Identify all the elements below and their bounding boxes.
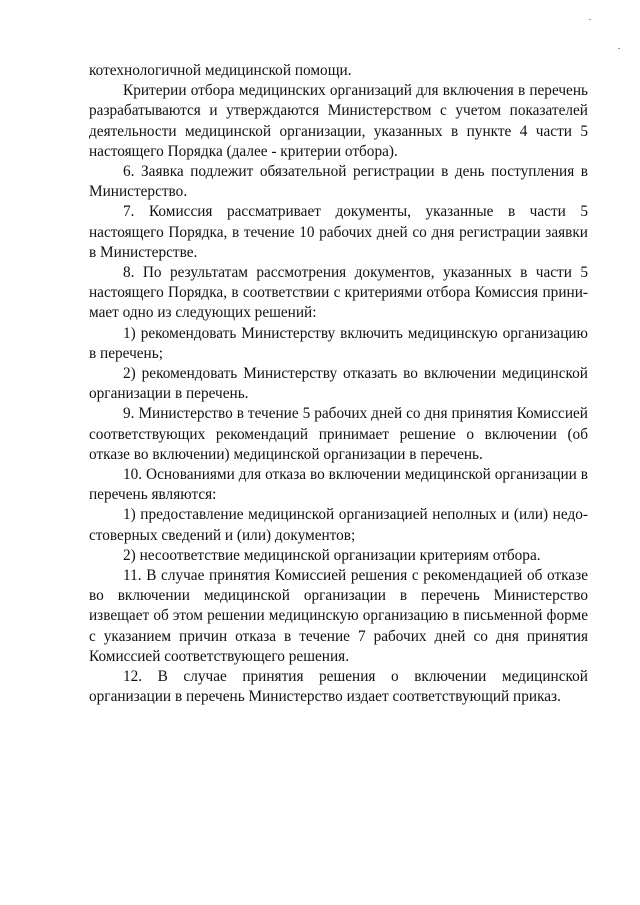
paragraph-item-7: 7. Комиссия рассматривает документы, указанные в части 5 настоящего Порядка, в течение 10 рабочих дней со дня регистрации заявки в Министерстве. — [89, 203, 588, 261]
paragraph-selection-criteria: Критерии отбора медицинских организаций для включения в перечень разрабатываются и утверждаются Министерством с учетом показателей деятельности медицинской организации, указанных в пункте 4 части 5 настоящего Порядка (далее - критерии отбора). — [89, 82, 588, 160]
paragraph-item-8-sub-1: 1) рекомендовать Министерству включить медицинскую организацию в перечень; — [89, 324, 588, 362]
paragraph-item-8: 8. По результатам рассмотрения документов, указанных в части 5 настоящего Порядка, в соответствии с критериями отбора Комиссия принимает одно из следующих решений: — [89, 264, 588, 322]
paragraph-continuation: котехнологичной медицинской помощи. — [89, 62, 352, 79]
paragraph-item-11: 11. В случае принятия Комиссией решения с рекомендацией об отказе во включении медицинской организации в перечень Министерство извещает об этом решении медицинскую организацию в письменной форме с указанием причин отказа в течение 7 рабочих дней со дня принятия Комиссией соответствующего решения. — [89, 567, 588, 665]
paragraph-item-10-sub-1: 1) предоставление медицинской организацией неполных и (или) недостоверных сведений и (или) документов; — [89, 506, 588, 544]
paragraph-item-9: 9. Министерство в течение 5 рабочих дней со дня принятия Комиссией соответствующих рекомендаций принимает решение о включении (об отказе во включении) медицинской организации в перечень. — [89, 405, 588, 463]
scan-speck — [618, 48, 620, 49]
paragraph-item-8-sub-2: 2) рекомендовать Министерству отказать во включении медицинской организации в перечень. — [89, 365, 588, 403]
paragraph-item-10: 10. Основаниями для отказа во включении медицинской организации в перечень являются: — [89, 466, 588, 504]
paragraph-item-12: 12. В случае принятия решения о включении медицинской организации в перечень Министерство издает соответствующий приказ. — [89, 668, 588, 706]
scan-speck — [589, 19, 591, 20]
document-body — [89, 61, 588, 708]
paragraph-item-10-sub-2: 2) несоответствие медицинской организации критериям отбора. — [123, 546, 541, 564]
paragraph-item-6: 6. Заявка подлежит обязательной регистрации в день поступления в Министерство. — [89, 163, 588, 201]
